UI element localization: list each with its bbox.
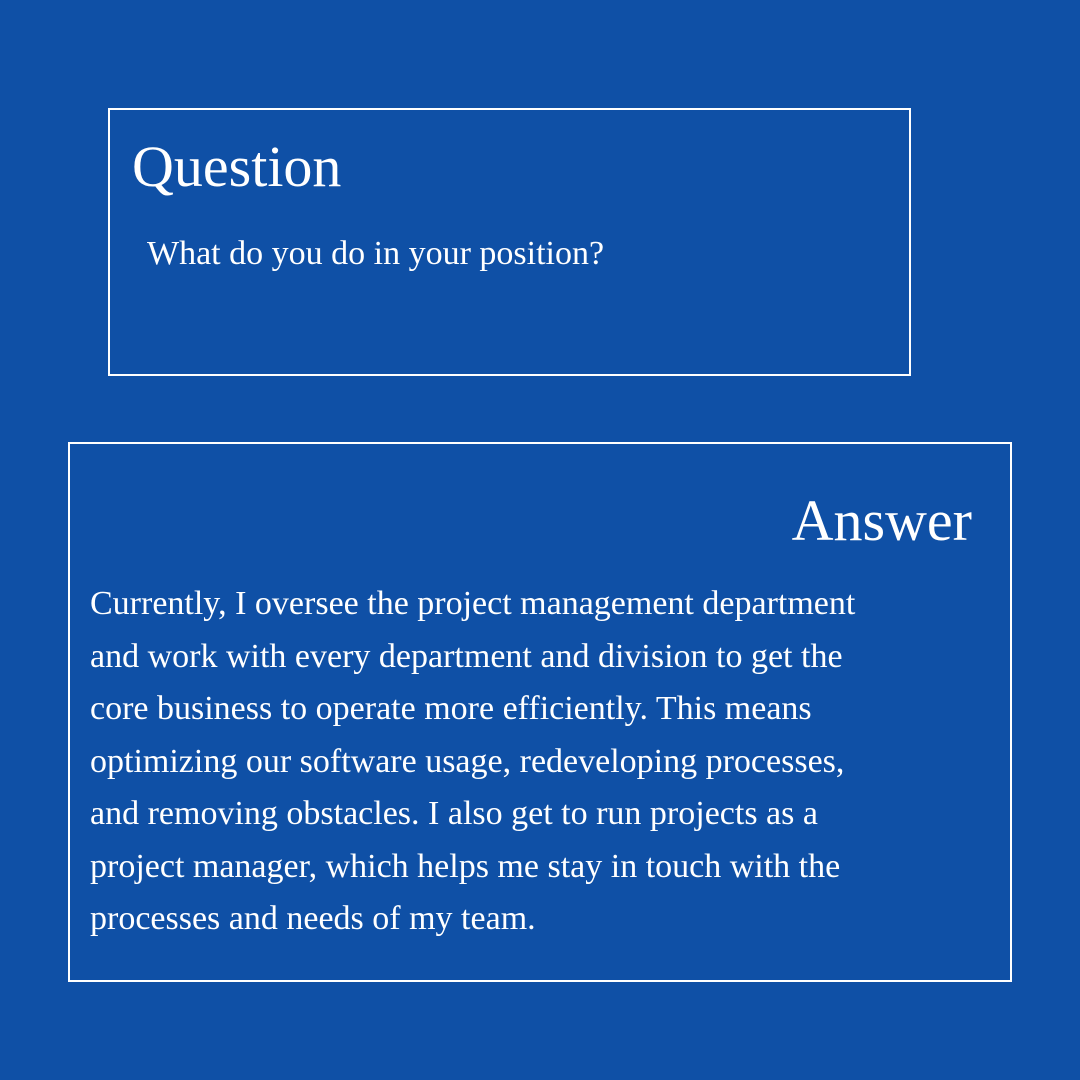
question-heading: Question [132, 134, 342, 199]
answer-line: core business to operate more efficiently. This means [90, 690, 812, 727]
answer-line: processes and needs of my team. [90, 900, 536, 937]
answer-heading: Answer [791, 488, 972, 553]
answer-text [90, 578, 980, 946]
question-card [108, 108, 911, 376]
answer-line: project manager, which helps me stay in touch with the [90, 847, 841, 885]
answer-card [68, 442, 1012, 982]
answer-line: and work with every department and division to get the [90, 637, 843, 675]
question-text: What do you do in your position? [147, 235, 605, 272]
answer-line: and removing obstacles. I also get to run projects as a [90, 795, 818, 832]
answer-line: optimizing our software usage, redeveloping processes, [90, 742, 845, 780]
answer-line: Currently, I oversee the project management department [90, 585, 856, 622]
